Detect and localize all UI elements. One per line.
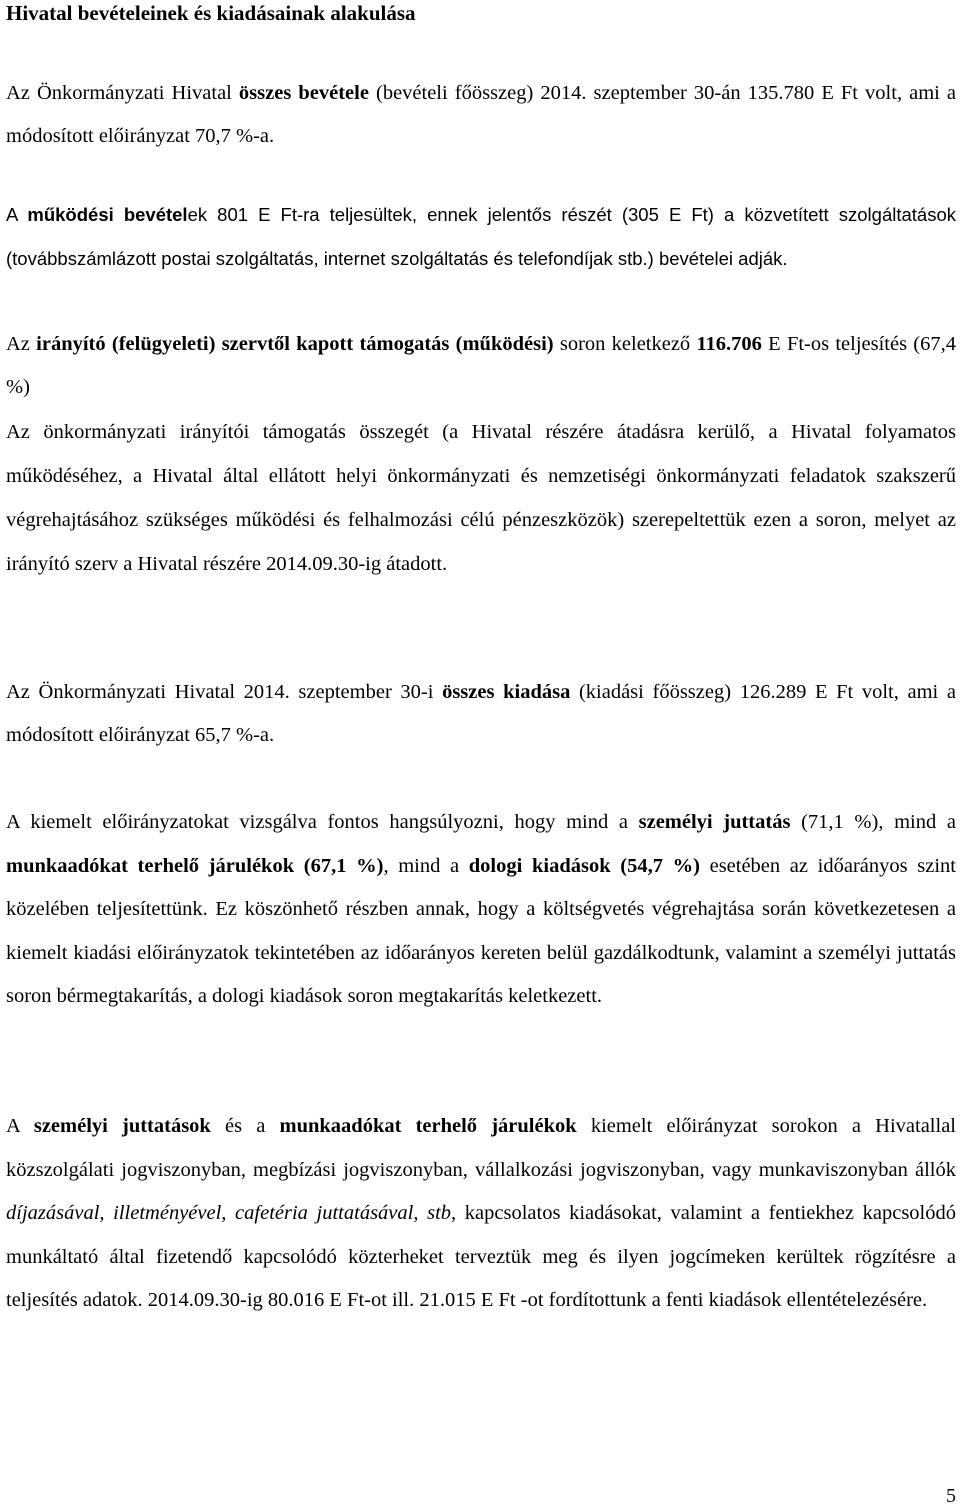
paragraph-personnel-expenses: A személyi juttatások és a munkaadókat terhelő járulékok kiemelt előirányzat sorokon a Hivatallal közszolgálati jogviszonyban, megbízási jogviszonyban, vállalkozási jogviszonyban, vagy munkaviszonyban állók díjazásával, illetményével, cafetéria juttatásával, stb, kapcsolatos kiadásokat, valamint a fentiekhez kapcsolódó munkáltató által fizetendő kapcsolódó közterheket terveztük meg és ilyen jogcímeken kerültek rögzítésre a teljesítés adatok. 2014.09.30-ig 80.016 E Ft-ot ill. 21.015 E Ft -ot fordítottunk a fenti kiadások ellentételezésére. <box>6 1115 957 1311</box>
section-title: Hivatal bevételeinek és kiadásainak alakulása <box>6 1 416 25</box>
paragraph-operating-revenue: A működési bevételek 801 E Ft-ra teljesültek, ennek jelentős részét (305 E Ft) a közvetített szolgáltatások (továbbszámlázott postai szolgáltatás, internet szolgáltatás és telefondíjak stb.) bevételei adják. <box>6 204 956 269</box>
page-number: 5 <box>946 1485 956 1507</box>
paragraph-total-revenue: Az Önkormányzati Hivatal összes bevétele (bevételi főösszeg) 2014. szeptember 30-án 135.780 E Ft volt, ami a módosított előirányzat 70,7 %-a. <box>6 82 957 147</box>
paragraph-support-explanation: Az önkormányzati irányítói támogatás összegét (a Hivatal részére átadásra kerülő, a Hivatal folyamatos működéséhez, a Hivatal által ellátott helyi önkormányzati és nemzetiségi önkormányzati feladatok szakszerű végrehajtásához szükséges működési és felhalmozási célú pénzeszközök) szerepeltettük ezen a soron, melyet az irányító szerv a Hivatal részére 2014.09.30-ig átadott. <box>6 421 956 575</box>
paragraph-highlighted-appropriations: A kiemelt előirányzatokat vizsgálva fontos hangsúlyozni, hogy mind a személyi juttatás (71,1 %), mind a munkaadókat terhelő járulékok (67,1 %), mind a dologi kiadások (54,7 %) esetében az időarányos szint közelében teljesítettünk. Ez köszönhető részben annak, hogy a költségvetés végrehajtása során következetesen a kiemelt kiadási előirányzatok tekintetében az időarányos kereten belül gazdálkodtunk, valamint a személyi juttatás soron bérmegtakarítás, a dologi kiadások soron megtakarítás keletkezett. <box>6 811 956 1007</box>
paragraph-supervisory-support: Az irányító (felügyeleti) szervtől kapott támogatás (működési) soron keletkező 116.706 E Ft-os teljesítés (67,4 %) <box>6 333 957 398</box>
paragraph-total-expenditure: Az Önkormányzati Hivatal 2014. szeptember 30-i összes kiadása (kiadási főösszeg) 126.289 E Ft volt, ami a módosított előirányzat 65,7 %-a. <box>6 681 956 746</box>
